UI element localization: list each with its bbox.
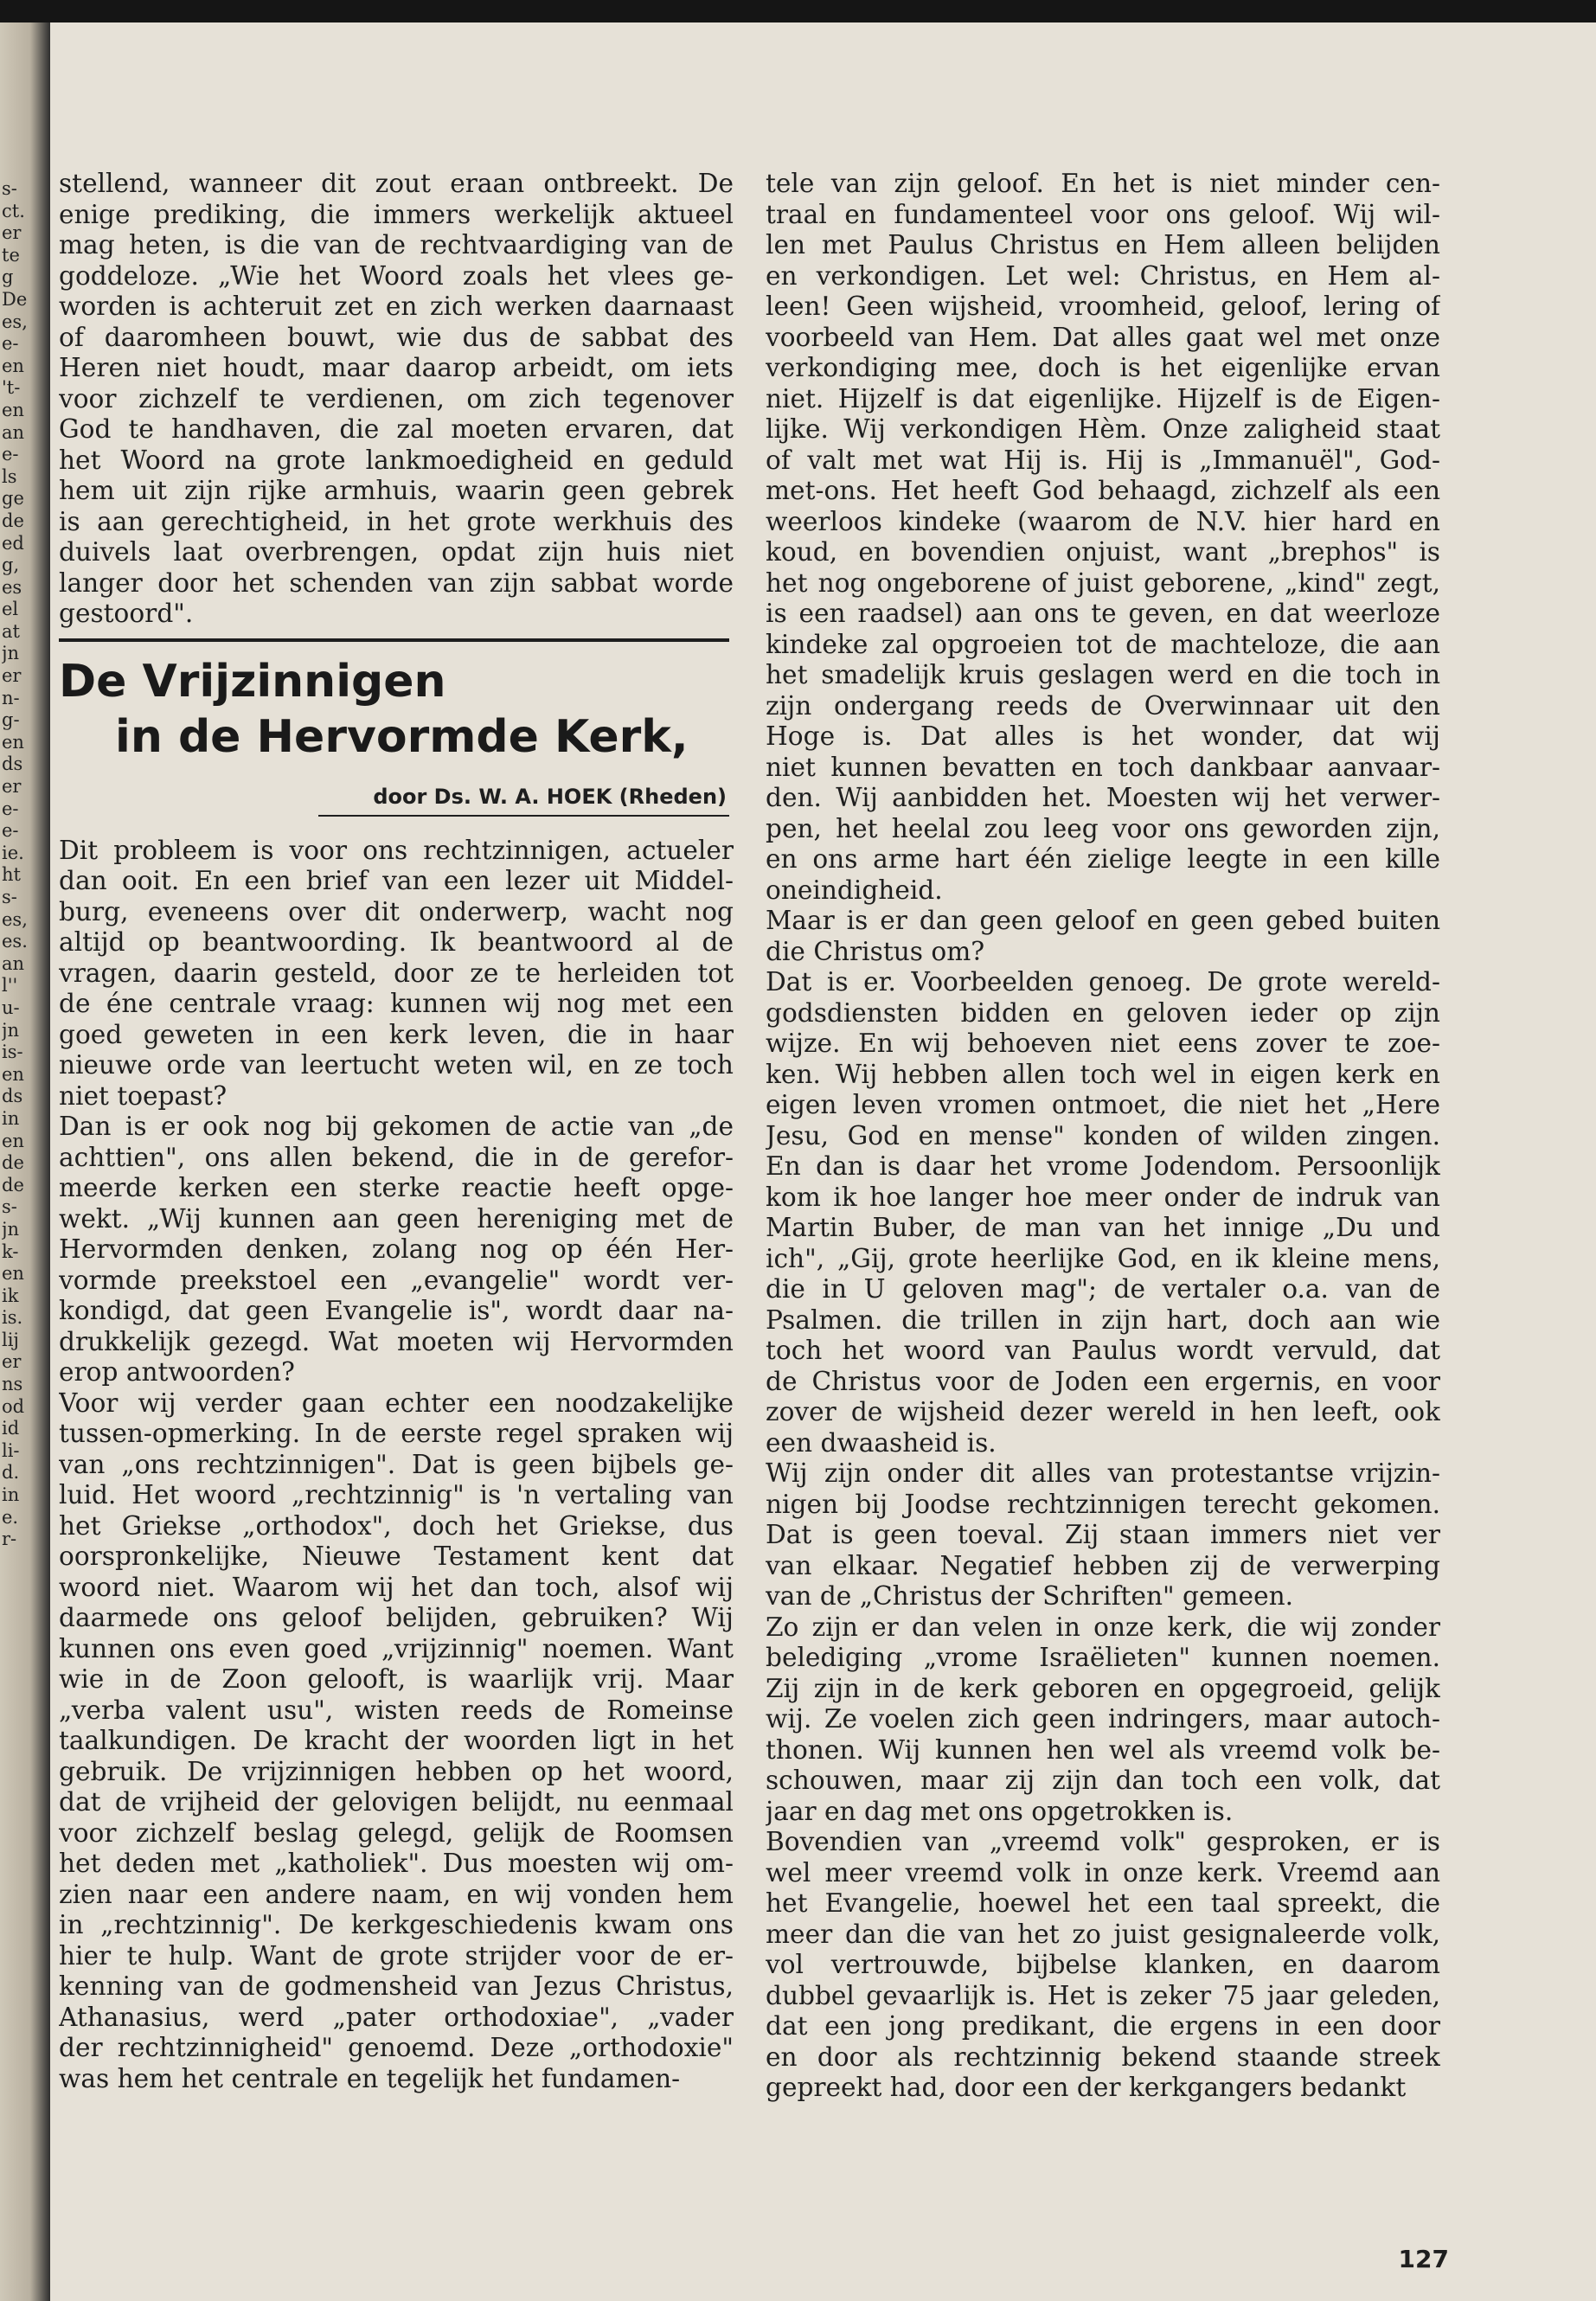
margin-fragment: li- <box>2 1439 20 1461</box>
text-line: het deden met „katholiek". Dus moesten wij om- <box>59 1849 734 1878</box>
margin-fragment: es. <box>2 931 28 952</box>
previous-page-margin-fragments <box>2 178 40 1551</box>
text-line: en ons arme hart één zielige leegte in een kille <box>766 844 1440 874</box>
margin-fragment: de <box>2 1152 24 1174</box>
margin-fragment: od <box>2 1395 25 1417</box>
text-line: een dwaasheid is. <box>766 1427 997 1458</box>
margin-fragment: en <box>2 1130 24 1151</box>
margin-fragment: en <box>2 1063 24 1085</box>
margin-fragment: de <box>2 1174 24 1195</box>
text-line: Psalmen. die trillen in zijn hart, doch aan wie <box>766 1304 1440 1335</box>
text-line: mag heten, is die van de rechtvaardiging van de <box>59 230 734 260</box>
text-line: die Christus om? <box>766 936 985 966</box>
text-line: lijke. Wij verkondigen Hèm. Onze zaligheid staat <box>766 414 1440 444</box>
text-line: Dat is er. Voorbeelden genoeg. De grote wereld- <box>766 967 1440 997</box>
text-line: voorbeeld van Hem. Dat alles gaat wel met onze <box>766 322 1440 352</box>
margin-fragment: ed <box>2 532 24 554</box>
text-line: duivels laat overbrengen, opdat zijn huis niet <box>59 537 734 567</box>
margin-fragment: l'' <box>2 975 18 997</box>
text-line: zijn ondergang reeds de Overwinnaar uit den <box>766 690 1440 721</box>
text-line: niet kunnen bevatten en toch dankbaar aanvaar- <box>766 752 1440 782</box>
margin-fragment: id <box>2 1418 20 1439</box>
text-line: vol vertrouwde, bijbelse klanken, en daarom <box>766 1950 1440 1979</box>
margin-fragment: s- <box>2 887 17 907</box>
text-line: niet. Hijzelf is dat eigenlijke. Hijzelf is de Eigen- <box>766 383 1440 413</box>
text-line: schouwen, maar zij zijn dan toch een volk, dat <box>766 1766 1440 1795</box>
margin-fragment: k- <box>2 1240 19 1262</box>
text-line: het smadelijk kruis geslagen werd en die toch in <box>766 660 1440 689</box>
margin-fragment: jn <box>2 1218 20 1240</box>
margin-fragment: es <box>2 576 22 598</box>
text-line: van „ons rechtzinnigen". Dat is geen bijbels ge- <box>59 1449 734 1479</box>
margin-fragment: en <box>2 399 24 420</box>
text-line: oneindigheid. <box>766 875 943 905</box>
left-column <box>59 169 734 2094</box>
margin-fragment: in <box>2 1107 20 1129</box>
text-line: voor zichzelf te verdienen, om zich tegenover <box>59 383 734 413</box>
text-line: ich", „Gij, grote heerlijke God, en ik kleine mens, <box>766 1243 1440 1273</box>
text-line: enige prediking, die immers werkelijk aktueel <box>59 199 734 229</box>
margin-fragment: an <box>2 421 25 443</box>
text-line: Voor wij verder gaan echter een noodzakelijke <box>59 1388 734 1418</box>
text-line: vormde preekstoel een „evangelie" wordt ver- <box>59 1265 734 1295</box>
article-title-line-1: De Vrijzinnigen <box>59 655 446 708</box>
text-line: van elkaar. Negatief hebben zij de verwerping <box>766 1550 1440 1580</box>
text-line: het Woord na grote lankmoedigheid en geduld <box>59 445 734 475</box>
text-line: of daaromheen bouwt, wie dus de sabbat des <box>59 322 734 352</box>
text-line: traal en fundamenteel voor ons geloof. Wij wil- <box>766 199 1440 229</box>
byline-underline <box>318 815 729 817</box>
text-line: burg, eveneens over dit onderwerp, wacht nog <box>59 896 734 926</box>
previous-article-ending <box>59 169 734 630</box>
text-line: hem uit zijn rijke armhuis, waarin geen gebrek <box>59 476 734 505</box>
text-line: Hoge is. Dat alles is het wonder, dat wij <box>766 721 1440 751</box>
margin-fragment: u- <box>2 997 20 1018</box>
text-line: dubbel gevaarlijk is. Het is zeker 75 jaar geleden, <box>766 1980 1440 2010</box>
text-line: en door als rechtzinnig bekend staande streek <box>766 2041 1440 2072</box>
text-line: Zo zijn er dan velen in onze kerk, die wij zonder <box>766 1612 1440 1642</box>
margin-fragment: an <box>2 952 25 974</box>
margin-fragment: de <box>2 510 24 531</box>
text-line: goddeloze. „Wie het Woord zoals het vlees ge- <box>59 260 734 291</box>
text-line: wel meer vreemd volk in onze kerk. Vreemd aan <box>766 1857 1440 1888</box>
text-line: voor zichzelf beslag gelegd, gelijk de Roomsen <box>59 1817 734 1848</box>
text-line: jaar en dag met ons opgetrokken is. <box>766 1796 1234 1826</box>
text-line: altijd op beantwoording. Ik beantwoord al de <box>59 927 734 957</box>
margin-fragment: jn <box>2 1019 20 1041</box>
text-line: goed geweten in een kerk leven, die in haar <box>59 1019 734 1049</box>
text-line: Bovendien van „vreemd volk" gesproken, er is <box>766 1827 1440 1856</box>
text-line: dat de vrijheid der gelovigen belijdt, nu eenmaal <box>59 1787 734 1817</box>
text-line: Jesu, God en mense" konden of wilden zingen. <box>766 1120 1440 1150</box>
text-line: koud, en bovendien onjuist, want „brephos" is <box>766 537 1440 567</box>
text-line: meerde kerken een sterke reactie heeft opge- <box>59 1173 734 1202</box>
text-line: Zij zijn in de kerk geboren en opgegroeid, gelijk <box>766 1673 1440 1703</box>
text-line: den. Wij aanbidden het. Moesten wij het verwer- <box>766 783 1440 812</box>
text-line: Dat is geen toeval. Zij staan immers niet ver <box>766 1520 1440 1549</box>
text-line: was hem het centrale en tegelijk het fundamen- <box>59 2063 681 2093</box>
section-divider <box>59 638 729 642</box>
margin-fragment: 't- <box>2 377 21 399</box>
text-line: oorspronkelijke, Nieuwe Testament kent dat <box>59 1541 734 1571</box>
margin-fragment: ht <box>2 864 21 886</box>
margin-fragment: e- <box>2 333 19 355</box>
margin-fragment: is- <box>2 1042 23 1063</box>
margin-fragment: e- <box>2 798 19 819</box>
text-line: „verba valent usu", wisten reeds de Romeinse <box>59 1695 734 1725</box>
text-line: tussen-opmerking. In de eerste regel spraken wij <box>59 1419 734 1448</box>
margin-fragment: ge <box>2 488 24 510</box>
text-line: gepreekt had, door een der kerkgangers bedankt <box>766 2073 1407 2102</box>
text-line: langer door het schenden van zijn sabbat worde <box>59 567 734 598</box>
margin-fragment: ct. <box>2 200 25 221</box>
text-line: verkondiging mee, doch is het eigenlijke ervan <box>766 353 1440 382</box>
margin-fragment: er <box>2 776 22 798</box>
text-line: de Christus voor de Joden een ergernis, en voor <box>766 1366 1440 1396</box>
margin-fragment: er <box>2 222 22 244</box>
text-line: zover de wijsheid dezer wereld in hen leeft, ook <box>766 1397 1440 1426</box>
margin-fragment: e- <box>2 444 19 465</box>
text-line: is aan gerechtigheid, in het grote werkhuis des <box>59 506 734 536</box>
text-line: wie in de Zoon gelooft, is waarlijk vrij. Maar <box>59 1664 734 1694</box>
margin-fragment: el <box>2 599 19 620</box>
margin-fragment: jn <box>2 643 20 664</box>
margin-fragment: lij <box>2 1329 19 1350</box>
margin-fragment: e- <box>2 820 19 842</box>
text-line: godsdiensten bidden en geloven ieder op zijn <box>766 997 1440 1028</box>
text-line: God te handhaven, die zal moeten ervaren, dat <box>59 414 734 444</box>
text-line: wijze. En wij behoeven niet eens zover te zoe- <box>766 1029 1440 1058</box>
margin-fragment: De <box>2 288 28 310</box>
text-line: erop antwoorden? <box>59 1357 295 1387</box>
margin-fragment: g- <box>2 709 20 731</box>
margin-fragment: es, <box>2 311 28 332</box>
article-body-left <box>59 836 734 2095</box>
text-line: En dan is daar het vrome Jodendom. Persoonlijk <box>766 1151 1440 1181</box>
text-line: meer dan die van het zo juist gesignaleerde volk, <box>766 1919 1440 1949</box>
text-line: kindeke zal opgroeien tot de machteloze, die aan <box>766 629 1440 659</box>
text-line: die in U geloven mag"; de vertaler o.a. van de <box>766 1274 1440 1304</box>
text-line: Heren niet houdt, maar daarop arbeidt, om iets <box>59 353 734 382</box>
text-line: kom ik hoe langer hoe meer onder de indruk van <box>766 1182 1440 1212</box>
article-byline: door Ds. W. A. HOEK (Rheden) <box>373 784 727 809</box>
text-line: het nog ongeborene of juist geborene, „kind" zegt, <box>766 567 1440 598</box>
text-line: ken. Wij hebben allen toch wel in eigen kerk en <box>766 1059 1440 1089</box>
margin-fragment: ds <box>2 1086 23 1107</box>
margin-fragment: en <box>2 355 24 376</box>
text-line: nigen bij Joodse rechtzinnigen terecht gekomen. <box>766 1489 1440 1519</box>
text-line: woord niet. Waarom wij het dan toch, alsof wij <box>59 1572 734 1602</box>
page-number: 127 <box>1398 2245 1449 2273</box>
text-line: dan ooit. En een brief van een lezer uit Middel- <box>59 866 734 895</box>
margin-fragment: en <box>2 1263 24 1285</box>
text-line: worden is achteruit zet en zich werken daarnaast <box>59 292 734 321</box>
margin-fragment: ls <box>2 465 17 487</box>
margin-fragment: ds <box>2 753 23 775</box>
text-line: hier te hulp. Want de grote strijder voor de er- <box>59 1940 734 1971</box>
margin-fragment: te <box>2 244 20 266</box>
text-line: gestoord". <box>59 599 194 628</box>
text-line: toch het woord van Paulus wordt vervuld, dat <box>766 1336 1440 1365</box>
text-line: luid. Het woord „rechtzinnig" is 'n vertaling van <box>59 1480 734 1509</box>
text-line: daarmede ons geloof belijden, gebruiken? Wij <box>59 1603 734 1632</box>
text-line: is een raadsel) aan ons te geven, en dat weerloze <box>766 599 1440 628</box>
margin-fragment: at <box>2 620 20 642</box>
margin-fragment: s- <box>2 178 17 199</box>
margin-fragment: r- <box>2 1529 17 1550</box>
text-line: kunnen ons even goed „vrijzinnig" noemen. Want <box>59 1633 734 1663</box>
text-line: tele van zijn geloof. En het is niet minder cen- <box>766 169 1440 198</box>
text-line: Hervormden denken, zolang nog op één Her- <box>59 1234 734 1264</box>
text-line: taalkundigen. De kracht der woorden ligt in het <box>59 1726 734 1755</box>
margin-fragment: es, <box>2 908 28 930</box>
article-title-line-2: in de Hervormde Kerk, <box>115 710 689 763</box>
text-line: drukkelijk gezegd. Wat moeten wij Hervormden <box>59 1326 734 1356</box>
text-line: Dan is er ook nog bij gekomen de actie van „de <box>59 1112 734 1141</box>
text-line: achttien", ons allen bekend, die in de gerefor- <box>59 1142 734 1172</box>
margin-fragment: n- <box>2 687 20 708</box>
text-line: van de „Christus der Schriften" gemeen. <box>766 1581 1294 1611</box>
margin-fragment: is. <box>2 1307 23 1329</box>
text-line: en verkondigen. Let wel: Christus, en Hem al- <box>766 260 1440 291</box>
margin-fragment: ik <box>2 1285 19 1306</box>
text-line: Dit probleem is voor ons rechtzinnigen, actueler <box>59 835 734 865</box>
text-line: kondigd, dat geen Evangelie is", wordt daar na- <box>59 1296 734 1325</box>
text-line: Athanasius, werd „pater orthodoxiae", „vader <box>59 2002 734 2032</box>
text-line: der rechtzinnigheid" genoemd. Deze „orthodoxie" <box>59 2033 734 2062</box>
text-line: thonen. Wij kunnen hen wel als vreemd volk be- <box>766 1734 1440 1765</box>
margin-fragment: ns <box>2 1374 23 1395</box>
text-line: pen, het heelal zou leeg voor ons geworden zijn, <box>766 813 1440 843</box>
margin-fragment: in <box>2 1484 20 1506</box>
text-line: de éne centrale vraag: kunnen wij nog met een <box>59 989 734 1018</box>
text-line: niet toepast? <box>59 1080 228 1111</box>
margin-fragment: s- <box>2 1196 17 1218</box>
text-line: in „rechtzinnig". De kerkgeschiedenis kwam ons <box>59 1910 734 1939</box>
text-line: vragen, daarin gesteld, door ze te herleiden tot <box>59 958 734 988</box>
text-line: zien naar een andere naam, en wij vonden hem <box>59 1879 734 1909</box>
scan-top-border <box>0 0 1596 22</box>
text-line: Maar is er dan geen geloof en geen gebed buiten <box>766 906 1440 935</box>
text-line: kenning van de godmensheid van Jezus Christus, <box>59 1971 734 2001</box>
text-line: wekt. „Wij kunnen aan geen hereniging met de <box>59 1203 734 1234</box>
text-line: weerloos kindeke (waarom de N.V. hier hard en <box>766 506 1440 536</box>
margin-fragment: er <box>2 665 22 687</box>
text-line: het Evangelie, hoewel het een taal spreekt, die <box>766 1888 1440 1918</box>
margin-fragment: e. <box>2 1506 19 1528</box>
margin-fragment: g <box>2 266 14 288</box>
text-line: leen! Geen wijsheid, vroomheid, geloof, lering of <box>766 292 1440 321</box>
book-spine-edge <box>0 22 50 2301</box>
text-line: nieuwe orde van leertucht weten wil, en ze toch <box>59 1050 734 1080</box>
text-line: het Griekse „orthodox", doch het Griekse, dus <box>59 1510 734 1541</box>
text-line: Wij zijn onder dit alles van protestantse vrijzin- <box>766 1458 1440 1488</box>
margin-fragment: ie. <box>2 842 24 863</box>
margin-fragment: er <box>2 1351 22 1373</box>
text-line: stellend, wanneer dit zout eraan ontbreekt. De <box>59 169 734 198</box>
margin-fragment: en <box>2 731 24 753</box>
text-line: dat een jong predikant, die ergens in een door <box>766 2011 1440 2041</box>
margin-fragment: g, <box>2 554 20 576</box>
text-line: wij. Ze voelen zich geen indringers, maar autoch- <box>766 1704 1440 1734</box>
margin-fragment: d. <box>2 1462 20 1484</box>
text-line: len met Paulus Christus en Hem alleen belijden <box>766 230 1440 260</box>
right-column <box>766 169 1440 2104</box>
text-line: met-ons. Het heeft God behaagd, zichzelf als een <box>766 476 1440 505</box>
text-line: of valt met wat Hij is. Hij is „Immanuël", God- <box>766 445 1440 475</box>
text-line: belediging „vrome Israëlieten" kunnen noemen. <box>766 1643 1440 1672</box>
article-body-right <box>766 169 1440 2104</box>
text-line: Martin Buber, de man van het innige „Du und <box>766 1213 1440 1242</box>
text-line: gebruik. De vrijzinnigen hebben op het woord, <box>59 1756 734 1786</box>
text-line: eigen leven vromen ontmoet, die niet het „Here <box>766 1090 1440 1119</box>
